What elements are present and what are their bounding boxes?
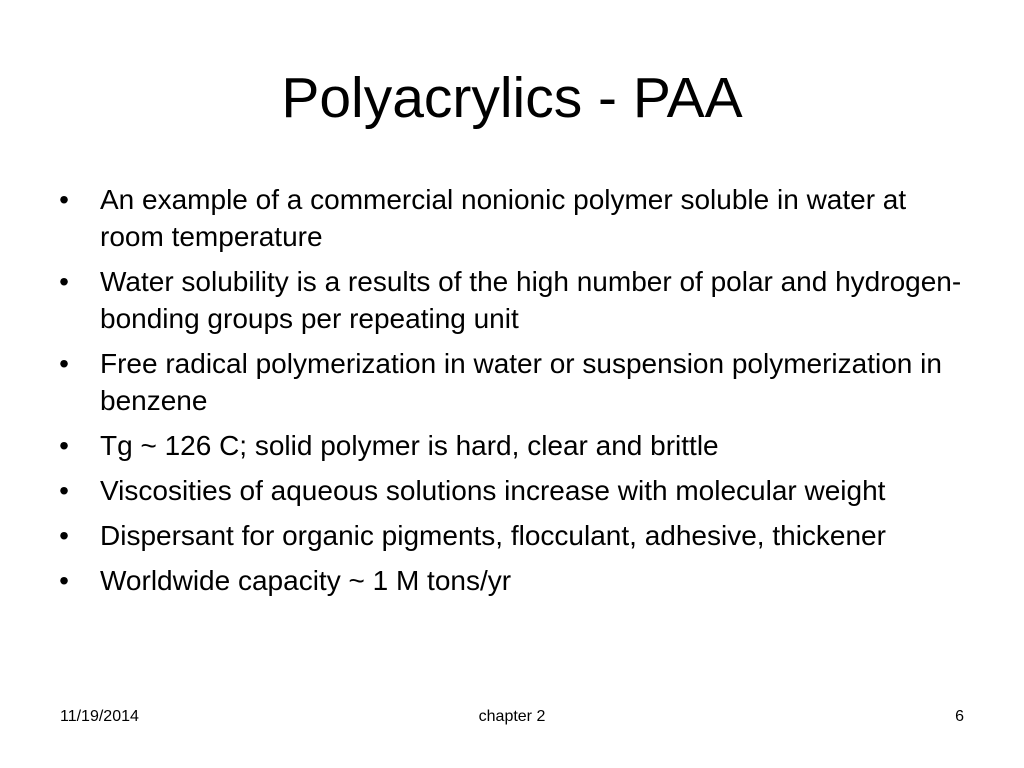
bullet-list <box>52 181 972 607</box>
slide-title: Polyacrylics - PAA <box>281 66 743 130</box>
bullet-text: Free radical polymerization in water or suspension polymerization in benzene <box>100 348 942 416</box>
bullet-item <box>52 562 972 599</box>
bullet-text: Worldwide capacity ~ 1 M tons/yr <box>100 565 512 596</box>
bullet-text: Tg ~ 126 C; solid polymer is hard, clear and brittle <box>100 430 719 461</box>
bullet-text: Water solubility is a results of the high number of polar and hydrogen-bonding groups per repeating unit <box>100 266 962 334</box>
bullet-marker: • <box>59 266 69 297</box>
bullet-marker: • <box>59 520 69 551</box>
bullet-item <box>52 517 972 554</box>
bullet-text: Viscosities of aqueous solutions increase with molecular weight <box>100 475 886 506</box>
footer-page-number: 6 <box>955 708 964 725</box>
bullet-marker: • <box>59 430 69 461</box>
bullet-item <box>52 345 972 419</box>
bullet-item <box>52 263 972 337</box>
footer-date: 11/19/2014 <box>60 708 139 725</box>
footer-chapter: chapter 2 <box>478 708 546 725</box>
bullet-marker: • <box>59 184 69 215</box>
bullet-item <box>52 181 972 255</box>
bullet-text: An example of a commercial nonionic polymer soluble in water at room temperature <box>100 184 907 252</box>
bullet-text: Dispersant for organic pigments, flocculant, adhesive, thickener <box>100 520 886 551</box>
bullet-marker: • <box>59 348 69 379</box>
bullet-marker: • <box>59 475 69 506</box>
bullet-marker: • <box>59 565 69 596</box>
bullet-item <box>52 472 972 509</box>
bullet-item <box>52 427 972 464</box>
